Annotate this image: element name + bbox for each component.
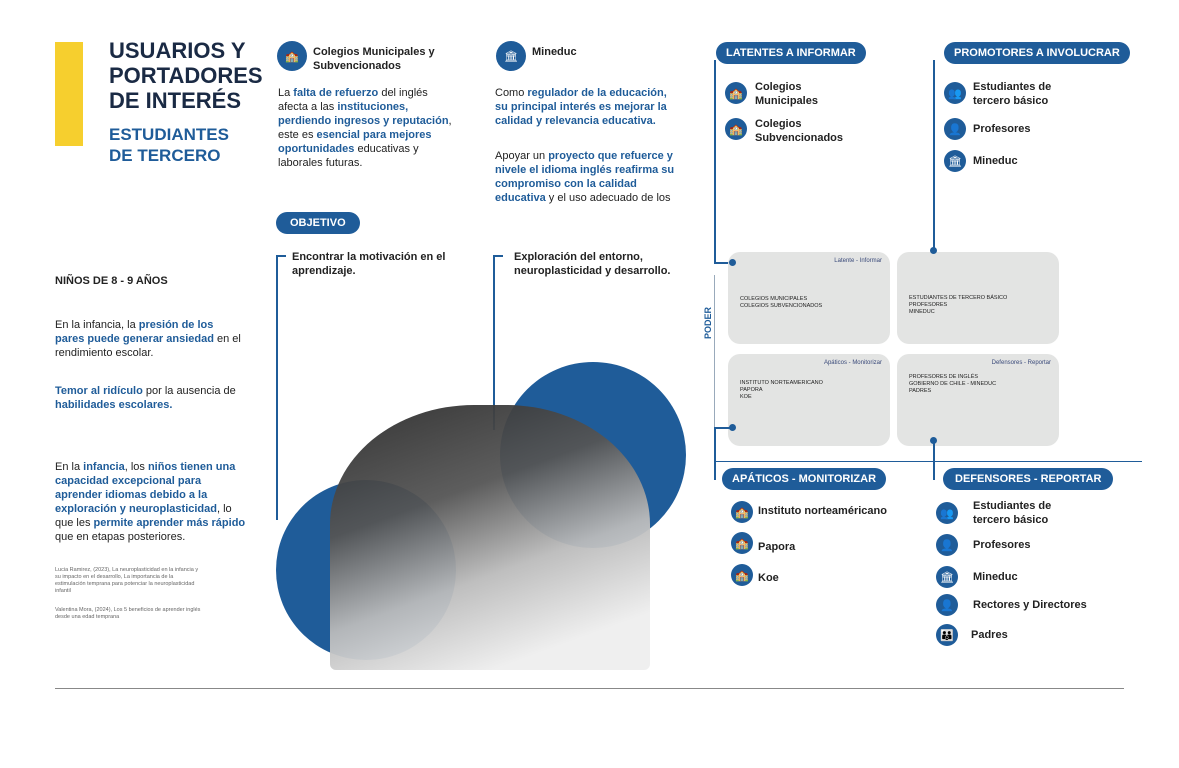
paragraph-peer-pressure	[55, 318, 245, 360]
age-heading: NIÑOS DE 8 - 9 AÑOS	[55, 275, 168, 287]
objective-1: Encontrar la motivación en el aprendizaje.	[292, 251, 446, 277]
t: en el rendimiento escolar.	[55, 333, 241, 359]
t: y el uso adecuado de los	[545, 192, 671, 204]
page-subtitle	[109, 124, 229, 166]
defensores-item: Padres	[971, 629, 1008, 641]
t: permite aprender más rápido	[93, 517, 246, 529]
t: , lo que les	[55, 503, 232, 529]
t: educativas y laborales futuras.	[278, 143, 419, 169]
q-line: PROFESORES	[909, 302, 948, 308]
connector	[933, 440, 935, 480]
bottom-divider	[55, 688, 1124, 689]
school-icon: 🏫	[731, 564, 753, 586]
t: Apoyar un	[495, 150, 549, 162]
q-line: GOBIERNO DE CHILE - MINEDUC	[909, 381, 997, 387]
latentes-item: Colegios Subvencionados	[755, 118, 844, 144]
connector-dot	[930, 247, 937, 254]
connector	[276, 255, 278, 520]
defensores-item: Mineduc	[973, 571, 1018, 583]
t: La	[278, 87, 294, 99]
quadrant-apatico	[728, 354, 890, 446]
mineduc-text-1	[495, 86, 675, 128]
page-title	[109, 38, 263, 113]
school-icon: 🏫	[731, 501, 753, 523]
defensores-item: Estudiantes de tercero básico	[973, 500, 1052, 526]
students-icon: 👥	[944, 82, 966, 104]
student-writing-photo	[330, 405, 650, 670]
subtitle-line: ESTUDIANTES	[109, 125, 229, 144]
quadrant-list	[909, 374, 996, 395]
colegios-title: Colegios Municipales y Subvencionados	[313, 46, 435, 72]
t: proyecto que refuerce y nivele el idioma inglés reafirma su compromiso con la calidad educativa	[495, 150, 675, 204]
quadrant-list	[740, 380, 823, 401]
connector-dot	[729, 259, 736, 266]
q-line: PADRES	[909, 388, 932, 394]
t: del inglés afecta a las	[278, 87, 428, 113]
t: regulador de la educación, su principal interés es mejorar la calidad y relevancia educativa.	[495, 87, 667, 127]
quadrant-latente	[728, 252, 890, 344]
t: infancia	[83, 461, 125, 473]
quadrant-promotor	[897, 252, 1059, 344]
teacher-icon: 👤	[936, 534, 958, 556]
apaticos-item: Instituto norteaméricano	[758, 505, 887, 517]
connector	[276, 255, 286, 257]
quadrant-title: Latente - Informar	[834, 258, 882, 264]
connector	[714, 427, 716, 480]
quadrant-defensor	[897, 354, 1059, 446]
t: niños tienen una capacidad excepcional para aprender idiomas debido a la exploración y neuroplasticidad	[55, 461, 236, 515]
family-icon: 👪	[936, 624, 958, 646]
t: esencial para mejores oportunidades	[278, 129, 432, 155]
q-line: COLEGIOS SUBVENCIONADOS	[740, 303, 823, 309]
connector	[933, 60, 935, 250]
connector	[493, 255, 503, 257]
t: por la ausencia de	[142, 385, 236, 397]
government-building-icon: 🏛	[496, 41, 526, 71]
t: Temor al ridículo	[55, 385, 143, 397]
government-building-icon: 🏛	[936, 566, 958, 588]
q-line: PROFESORES DE INGLÉS	[909, 374, 979, 380]
q-line: COLEGIOS MUNICIPALES	[740, 296, 808, 302]
t: instituciones, perdiendo ingresos y reputación	[278, 101, 449, 127]
connector	[714, 60, 716, 263]
subtitle-line: DE TERCERO	[109, 146, 221, 165]
promotores-item: Profesores	[973, 123, 1031, 135]
yellow-accent-bar	[55, 42, 83, 146]
government-building-icon: 🏛	[944, 150, 966, 172]
t: En la	[55, 461, 84, 473]
t: , los	[124, 461, 148, 473]
connector	[493, 255, 495, 430]
latentes-item: Colegios Municipales	[755, 81, 818, 107]
director-icon: 👤	[936, 594, 958, 616]
promotores-item: Estudiantes de tercero básico	[973, 81, 1052, 107]
t: En la infancia, la	[55, 319, 139, 331]
t: , este es	[278, 115, 452, 141]
t: falta de refuerzo	[293, 87, 379, 99]
title-line: USUARIOS Y	[109, 38, 246, 63]
q-line: PAPORA	[740, 387, 763, 393]
power-axis-label: PODER	[703, 306, 714, 340]
quadrant-list	[740, 296, 822, 310]
school-icon: 🏫	[731, 532, 753, 554]
apaticos-badge: APÁTICOS - MONITORIZAR	[722, 468, 886, 490]
paragraph-neuroplasticity	[55, 460, 250, 544]
teacher-icon: 👤	[944, 118, 966, 140]
t: que en etapas posteriores.	[55, 531, 186, 543]
t: Como	[495, 87, 528, 99]
defensores-item: Profesores	[973, 539, 1031, 551]
q-line: MINEDUC	[909, 309, 935, 315]
title-line: DE INTERÉS	[109, 88, 242, 113]
reference-2: Valentina Mora, (2024), Los 5 beneficios de aprender inglés desde una edad temprana	[55, 607, 201, 620]
quadrant-list	[909, 295, 1007, 316]
defensores-badge: DEFENSORES - REPORTAR	[943, 468, 1113, 490]
colegios-text	[278, 86, 458, 170]
apaticos-item: Koe	[758, 572, 779, 584]
mineduc-title: Mineduc	[532, 46, 577, 58]
school-icon: 🏫	[725, 82, 747, 104]
t: habilidades escolares.	[55, 399, 173, 411]
q-line: KOE	[740, 394, 752, 400]
t: presión de los pares puede generar ansiedad	[55, 319, 214, 345]
apaticos-item: Papora	[758, 541, 796, 553]
objetivo-badge: OBJETIVO	[276, 212, 360, 234]
quadrant-title: Defensores - Reportar	[991, 360, 1051, 366]
defensores-item: Rectores y Directores	[973, 599, 1087, 611]
school-icon: 🏫	[725, 118, 747, 140]
quadrant-title: Apáticos - Monitorizar	[823, 360, 882, 366]
axis-line	[714, 461, 1142, 462]
mineduc-text-2	[495, 149, 675, 205]
promotores-item: Mineduc	[973, 155, 1018, 167]
promotores-badge: PROMOTORES A INVOLUCRAR	[944, 42, 1130, 64]
q-line: ESTUDIANTES DE TERCERO BÁSICO	[909, 295, 1008, 301]
school-icon: 🏫	[277, 41, 307, 71]
title-line: PORTADORES	[109, 63, 263, 88]
reference-1: Lucia Ramirez, (2023), La neuroplasticidad en la infancia y su impacto en el desarrollo, La importancia de la estimulación temprana para potenciar la neuroplasticidad infantil	[55, 567, 199, 594]
students-icon: 👥	[936, 502, 958, 524]
objective-2: Exploración del entorno, neuroplasticidad y desarrollo.	[514, 251, 671, 277]
connector	[714, 427, 732, 429]
latentes-badge: LATENTES A INFORMAR	[716, 42, 866, 64]
q-line: INSTITUTO NORTEAMERICANO	[740, 380, 823, 386]
paragraph-ridicule	[55, 384, 245, 412]
